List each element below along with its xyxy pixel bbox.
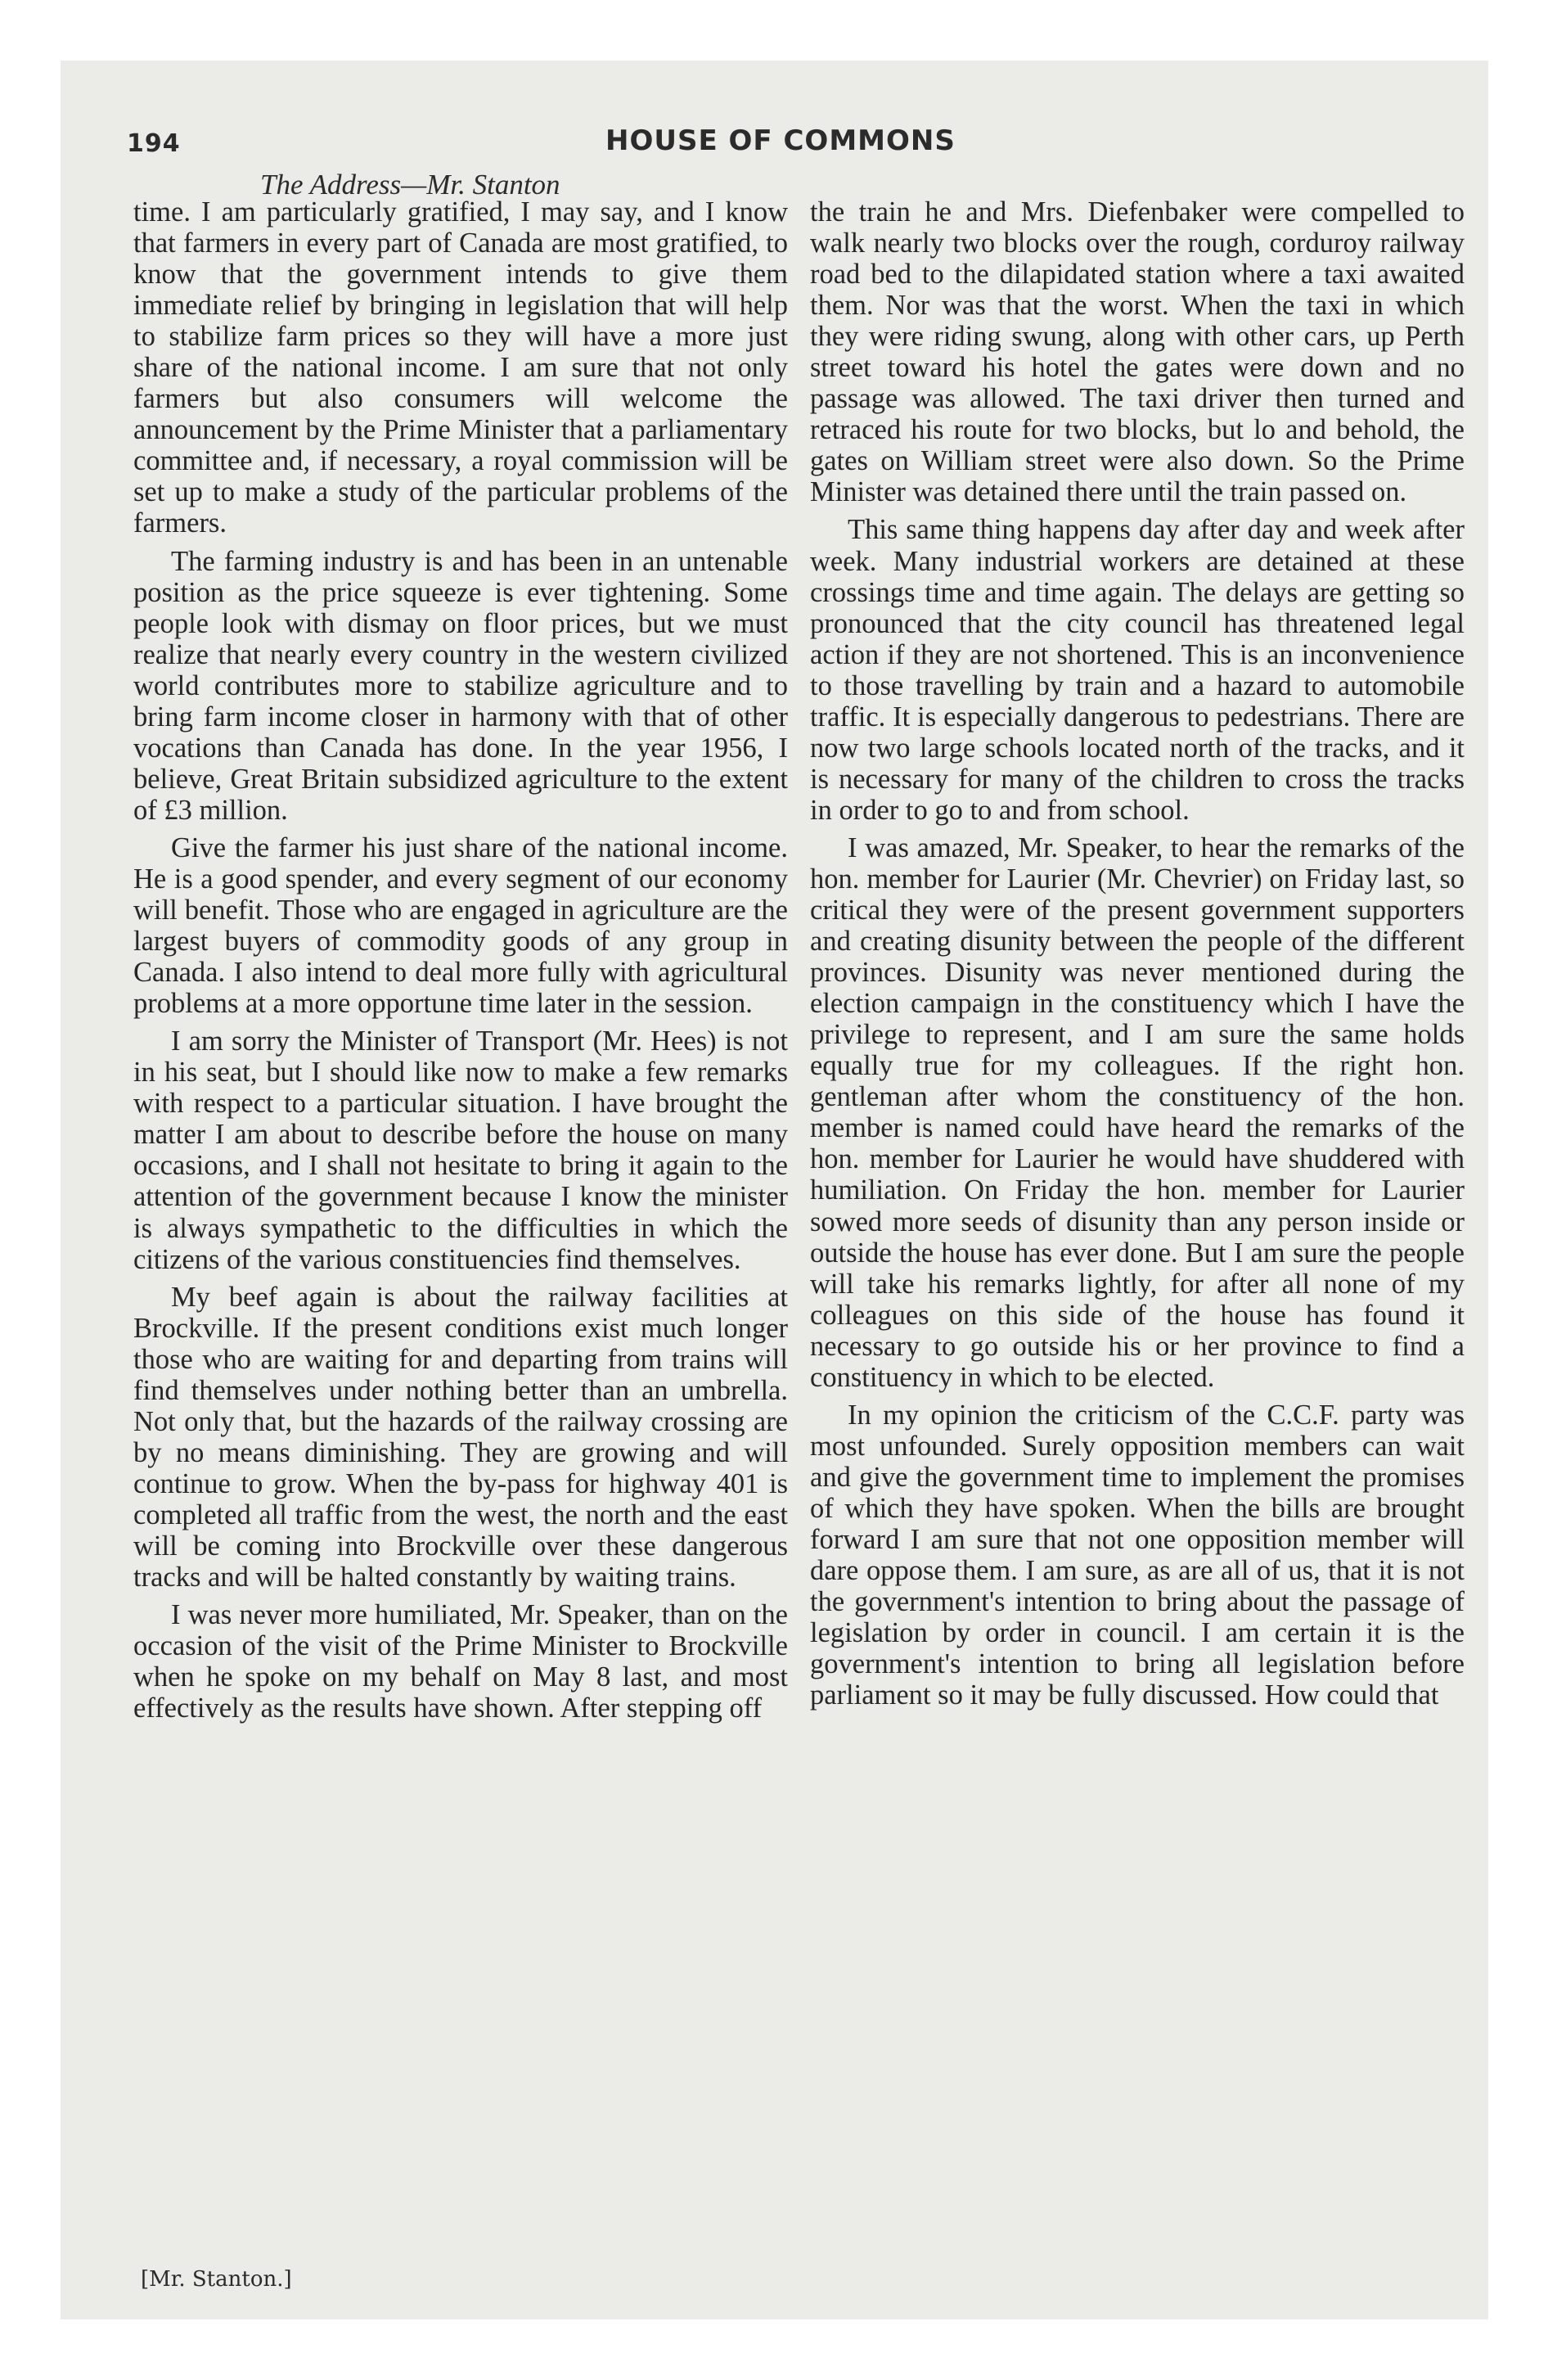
paragraph: This same thing happens day after day and week after week. Many industrial workers are detained at these crossings time and time again. The delays are getting so pronounced that the city council has threatened legal action if they are not shortened. This is an inconvenience to those travelling by train and a hazard to automobile traffic. It is especially dangerous to pedestrians. There are now two large schools located north of the tracks, and it is necessary for many of the children to cross the tracks in order to go to and from school.	[810, 514, 1465, 826]
paragraph: I am sorry the Minister of Transport (Mr. Hees) is not in his seat, but I should like now to make a few remarks with respect to a particular situation. I have brought the matter I am about to describe before the house on many occasions, and I shall not hesitate to bring it again to the attention of the government because I know the minister is always sympathetic to the difficulties in which the citizens of the various constituencies find themselves.	[133, 1025, 788, 1275]
paragraph: Give the farmer his just share of the national income. He is a good spender, and every segment of our economy will benefit. Those who are engaged in agriculture are the largest buyers of commodity goods of any group in Canada. I also intend to deal more fully with agricultural problems at a more opportune time later in the session.	[133, 832, 788, 1020]
left-column	[133, 196, 788, 1724]
paragraph: the train he and Mrs. Diefenbaker were compelled to walk nearly two blocks over the rough, corduroy railway road bed to the dilapidated station where a taxi awaited them. Nor was that the worst. When the taxi in which they were riding swung, along with other cars, up Perth street toward his hotel the gates were down and no passage was allowed. The taxi driver then turned and retraced his route for two blocks, but lo and behold, the gates on William street were also down. So the Prime Minister was detained there until the train passed on.	[810, 196, 1465, 508]
right-column	[810, 196, 1465, 1711]
paragraph: My beef again is about the railway facilities at Brockville. If the present conditions exist much longer those who are waiting for and departing from trains will find themselves under nothing better than an umbrella. Not only that, but the hazards of the railway crossing are by no means diminishing. They are growing and will continue to grow. When the by-pass for highway 401 is completed all traffic from the west, the north and the east will be coming into Brockville over these dangerous tracks and will be halted constantly by waiting trains.	[133, 1281, 788, 1593]
paragraph: I was never more humiliated, Mr. Speaker, than on the occasion of the visit of the Prime Minister to Brockville when he spoke on my behalf on May 8 last, and most effectively as the results have shown. After stepping off	[133, 1599, 788, 1724]
running-head: HOUSE OF COMMONS	[605, 124, 956, 157]
section-heading: The Address—Mr. Stanton	[260, 169, 560, 201]
paragraph: I was amazed, Mr. Speaker, to hear the remarks of the hon. member for Laurier (Mr. Chevrier) on Friday last, so critical they were of the present government supporters and creating disunity between the people of the different provinces. Disunity was never mentioned during the election campaign in the constituency which I have the privilege to represent, and I am sure the same holds equally true for my colleagues. If the right hon. gentleman after whom the constituency of the hon. member is named could have heard the remarks of the hon. member for Laurier he would have shuddered with humiliation. On Friday the hon. member for Laurier sowed more seeds of disunity than any person inside or outside the house has ever done. But I am sure the people will take his remarks lightly, for after all none of my colleagues on this side of the house has found it necessary to go outside his or her province to find a constituency in which to be elected.	[810, 832, 1465, 1393]
speaker-footnote: [Mr. Stanton.]	[141, 2267, 292, 2292]
paragraph: In my opinion the criticism of the C.C.F. party was most unfounded. Surely opposition members can wait and give the government time to implement the promises of which they have spoken. When the bills are brought forward I am sure that not one opposition member will dare oppose them. I am sure, as are all of us, that it is not the government's intention to bring about the passage of legislation by order in council. I am certain it is the government's intention to bring all legislation before parliament so it may be fully discussed. How could that	[810, 1399, 1465, 1711]
paragraph: time. I am particularly gratified, I may say, and I know that farmers in every part of Canada are most gratified, to know that the government intends to give them immediate relief by bringing in legislation that will help to stabilize farm prices so they will have a more just share of the national income. I am sure that not only farmers but also consumers will welcome the announcement by the Prime Minister that a parliamentary committee and, if necessary, a royal commission will be set up to make a study of the particular problems of the farmers.	[133, 196, 788, 539]
page-number: 194	[127, 129, 181, 158]
paragraph: The farming industry is and has been in an untenable position as the price squeeze is ever tightening. Some people look with dismay on floor prices, but we must realize that nearly every country in the western civilized world contributes more to stabilize agriculture and to bring farm income closer in harmony with that of other vocations than Canada has done. In the year 1956, I believe, Great Britain subsidized agriculture to the extent of £3 million.	[133, 545, 788, 826]
